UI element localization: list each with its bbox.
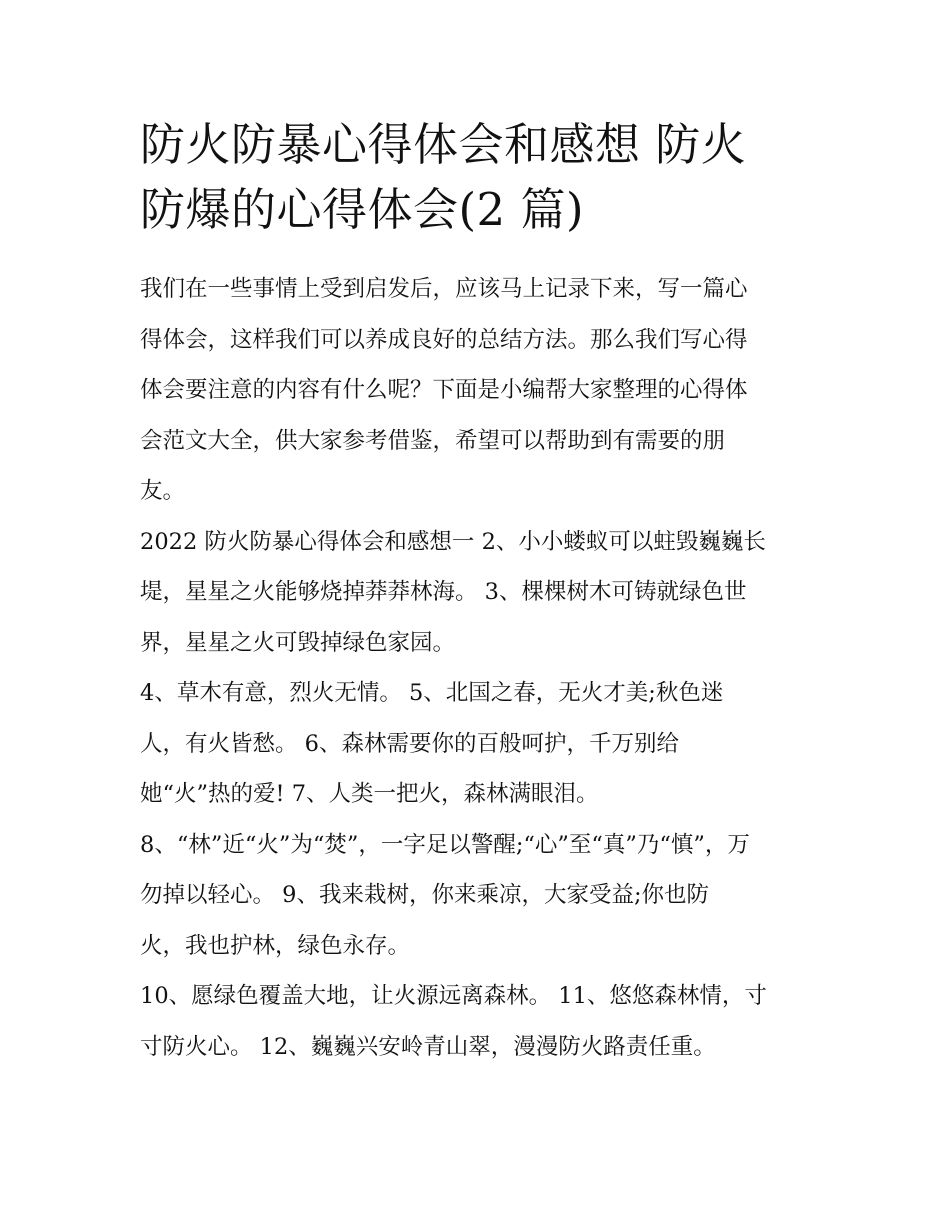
intro-paragraph	[140, 264, 820, 517]
text-line: 火，我也护林，绿色永存。	[140, 932, 411, 959]
text-line: 4、草木有意，烈火无情。 5、北国之春，无火才美;秋色迷	[140, 680, 724, 706]
text-line: 我们在一些事情上受到启发后，应该马上记录下来，写一篇心	[140, 276, 748, 302]
title-line: 防火防暴心得体会和感想 防火	[140, 118, 747, 171]
text-line: 勿掉以轻心。 9、我来栽树，你来乘凉，大家受益;你也防	[140, 882, 710, 908]
text-line: 10、愿绿色覆盖大地，让火源远离森林。 11、悠悠森林情，寸	[140, 983, 767, 1009]
document-body	[140, 264, 820, 1072]
document-title	[140, 112, 820, 242]
text-line: 得体会，这样我们可以养成良好的总结方法。那么我们写心得	[140, 326, 748, 353]
text-line: 8、“林”近“火”为“焚”，一字足以警醒;“心”至“真”乃“慎”，万	[140, 831, 750, 858]
text-line: 寸防火心。 12、巍巍兴安岭青山翠，漫漫防火路责任重。	[140, 1033, 716, 1060]
text-line: 界，星星之火可毁掉绿色家园。	[140, 629, 456, 656]
title-line: 防爆的心得体会(2 篇)	[140, 183, 585, 236]
slogans-paragraph-3	[140, 820, 820, 972]
text-line: 会范文大全，供大家参考借鉴，希望可以帮助到有需要的朋	[140, 427, 726, 454]
slogans-paragraph-1	[140, 517, 820, 669]
text-line: 2022 防火防暴心得体会和感想一 2、小小蝼蚁可以蛀毁巍巍长	[140, 528, 766, 555]
text-line: 体会要注意的内容有什么呢？下面是小编帮大家整理的心得体	[140, 377, 748, 403]
text-line: 堤，星星之火能够烧掉莽莽林海。 3、棵棵树木可铸就绿色世	[140, 579, 747, 605]
slogans-paragraph-2	[140, 668, 820, 820]
slogans-paragraph-4	[140, 971, 820, 1072]
document-page	[140, 112, 820, 1072]
text-line: 人，有火皆愁。 6、森林需要你的百般呵护，千万别给	[140, 730, 679, 757]
text-line: 友。	[140, 478, 186, 504]
text-line: 她“火”热的爱! 7、人类一把火，森林满眼泪。	[140, 781, 599, 807]
